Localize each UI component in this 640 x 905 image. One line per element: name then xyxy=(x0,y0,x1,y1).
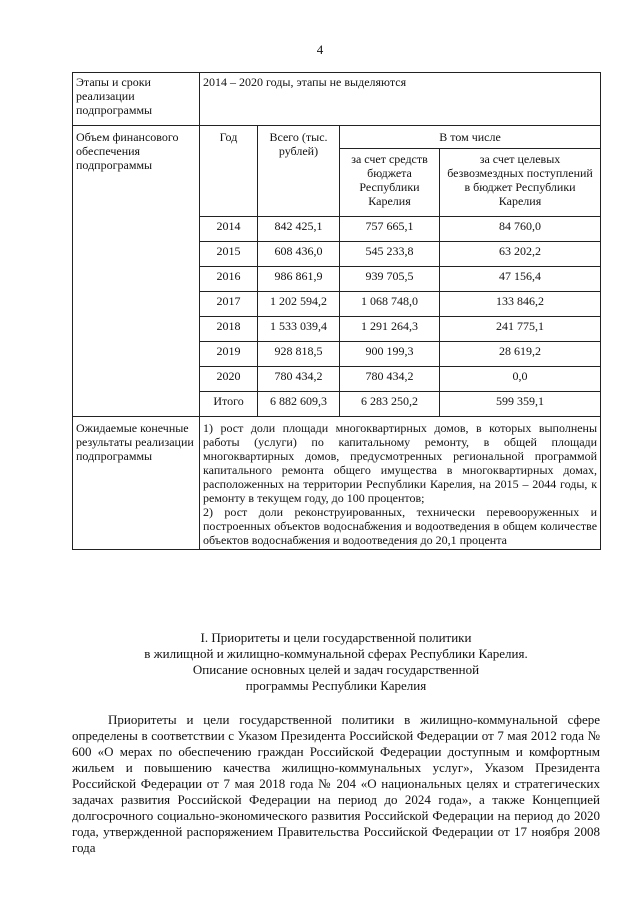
total-cell: 928 818,5 xyxy=(258,342,340,367)
col-total-header: Всего (тыс. рублей) xyxy=(258,126,340,217)
gratuitous-cell: 241 775,1 xyxy=(440,317,601,342)
col-year-header: Год xyxy=(200,126,258,217)
section-heading xyxy=(72,630,600,694)
section-heading-line-4: программы Республики Карелия xyxy=(245,678,427,693)
gratuitous-cell: 599 359,1 xyxy=(440,392,601,417)
year-cell: 2018 xyxy=(200,317,258,342)
gratuitous-cell: 28 619,2 xyxy=(440,342,601,367)
body-paragraph-text: Приоритеты и цели государственной политики в жилищно-коммунальной сфере определены в соответствии с Указом Президента Российской Федерации от 7 мая 2012 года № 600 «О мерах по обеспечению граждан Российской Федерации доступным и комфортным жильем и повышению качества жилищно-коммунальных услуг», Указом Президента Российской Федерации от 7 мая 2018 года № 204 «О национальных целях и стратегических задачах развития Российской Федерации на период до 2024 года», а также Концепцией долгосрочного социально-экономического развития Российской Федерации на период до 2020 года, утвержденной распоряжением Правительства Российской Федерации от 17 ноября 2008 года xyxy=(72,712,600,855)
budget-cell: 1 291 264,3 xyxy=(340,317,440,342)
budget-cell: 545 233,8 xyxy=(340,242,440,267)
col-budget-header: за счет средств бюджета Республики Карелия xyxy=(340,149,440,217)
year-cell: 2019 xyxy=(200,342,258,367)
section-heading-line-3: Описание основных целей и задач государственной xyxy=(192,662,480,677)
budget-cell: 780 434,2 xyxy=(340,367,440,392)
subprogram-passport-table xyxy=(72,72,601,550)
col-including-header: В том числе xyxy=(340,126,601,149)
total-cell: 1 202 594,2 xyxy=(258,292,340,317)
results-value xyxy=(200,417,601,550)
year-cell: Итого xyxy=(200,392,258,417)
year-cell: 2020 xyxy=(200,367,258,392)
body-paragraph xyxy=(72,712,600,856)
year-cell: 2015 xyxy=(200,242,258,267)
total-cell: 780 434,2 xyxy=(258,367,340,392)
gratuitous-cell: 63 202,2 xyxy=(440,242,601,267)
section-heading-line-1: I. Приоритеты и цели государственной политики xyxy=(200,630,472,645)
result-item-2: 2) рост доли реконструированных, технически перевооруженных и построенных объектов водоснабжения и водоотведения в общем количестве объектов водоснабжения и водоотведения до 20,1 процента xyxy=(203,505,598,547)
results-label: Ожидаемые конечные результаты реализации подпрограммы xyxy=(73,417,200,550)
budget-cell: 939 705,5 xyxy=(340,267,440,292)
budget-cell: 900 199,3 xyxy=(340,342,440,367)
total-cell: 1 533 039,4 xyxy=(258,317,340,342)
total-cell: 842 425,1 xyxy=(258,217,340,242)
gratuitous-cell: 0,0 xyxy=(440,367,601,392)
gratuitous-cell: 84 760,0 xyxy=(440,217,601,242)
budget-cell: 1 068 748,0 xyxy=(340,292,440,317)
results-row xyxy=(73,417,601,550)
total-cell: 6 882 609,3 xyxy=(258,392,340,417)
finance-header-row xyxy=(73,126,601,149)
section-heading-line-2: в жилищной и жилищно-коммунальной сферах Республики Карелия. xyxy=(144,646,528,661)
budget-cell: 757 665,1 xyxy=(340,217,440,242)
col-gratuitous-header: за счет целевых безвозмездных поступлений в бюджет Республики Карелия xyxy=(440,149,601,217)
stages-row xyxy=(73,73,601,126)
gratuitous-cell: 133 846,2 xyxy=(440,292,601,317)
year-cell: 2016 xyxy=(200,267,258,292)
result-item-1: 1) рост доли площади многоквартирных домов, в которых выполнены работы (услуги) по капитальному ремонту, в общей площади многоквартирных домов, предусмотренных региональной программой капитального ремонта общего имущества в многоквартирных домах, расположенных на территории Республики Карелия, на 2015 – 2044 годы, к ремонту в текущем году, до 100 процентов; xyxy=(203,421,598,505)
total-cell: 986 861,9 xyxy=(258,267,340,292)
year-cell: 2014 xyxy=(200,217,258,242)
total-cell: 608 436,0 xyxy=(258,242,340,267)
year-cell: 2017 xyxy=(200,292,258,317)
finance-label: Объем финансового обеспечения подпрограммы xyxy=(73,126,200,417)
budget-cell: 6 283 250,2 xyxy=(340,392,440,417)
gratuitous-cell: 47 156,4 xyxy=(440,267,601,292)
stages-label: Этапы и сроки реализации подпрограммы xyxy=(73,73,200,126)
stages-value: 2014 – 2020 годы, этапы не выделяются xyxy=(200,73,601,126)
page-number: 4 xyxy=(316,42,324,57)
